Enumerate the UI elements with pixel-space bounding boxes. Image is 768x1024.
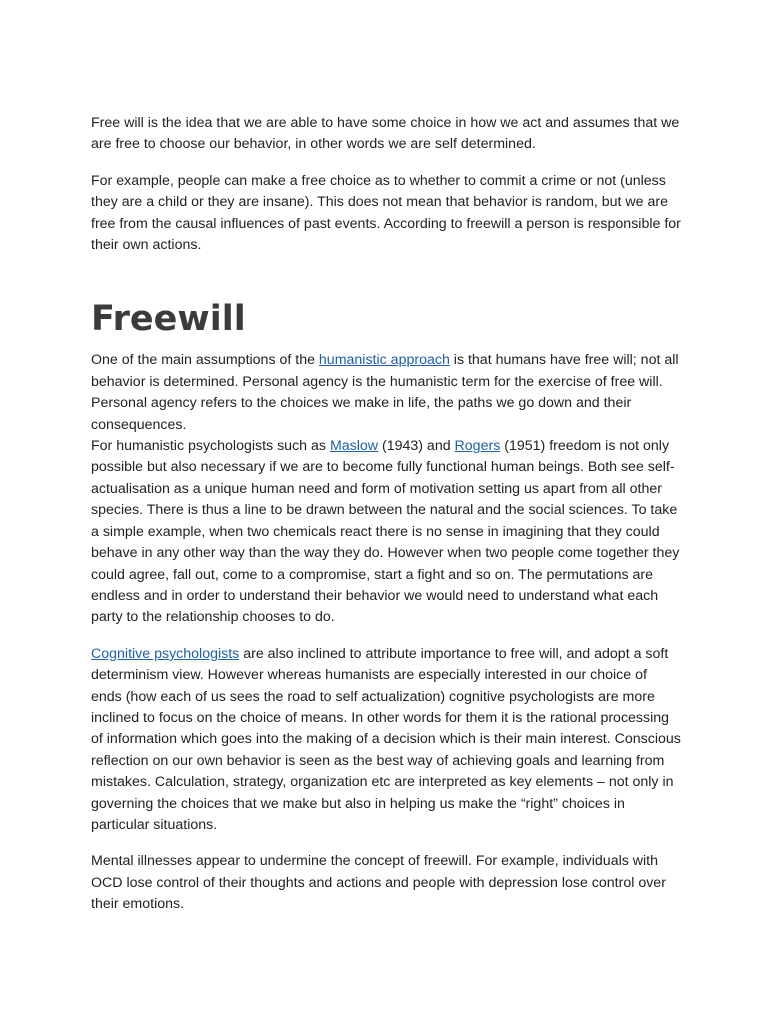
intro-paragraph-2: For example, people can make a free choice as to whether to commit a crime or not (unless they are a child or they are insane). This does not mean that behavior is random, but we are free from the causal influences of past events. According to freewill a person is responsible for their own actions. xyxy=(91,172,681,254)
document-page xyxy=(91,113,681,916)
text-run: (1943) and xyxy=(378,438,455,455)
maslow-link[interactable]: Maslow xyxy=(329,438,379,455)
text-run: One of the main assumptions of the xyxy=(91,352,319,369)
text-run: is that humans have free will; not all behavior is determined. Personal agency is the humanistic term for the exercise of free will. Personal agency refers to the choices we make in life, the paths we go down and their consequences. xyxy=(91,352,679,433)
mental-illness-paragraph: Mental illnesses appear to undermine the concept of freewill. For example, individuals with OCD lose control of their thoughts and actions and people with depression lose control over their emotions. xyxy=(91,853,666,913)
intro-paragraph-1: Free will is the idea that we are able to have some choice in how we act and assumes that we are free to choose our behavior, in other words we are self determined. xyxy=(91,115,680,153)
text-run: (1951) freedom is not only possible but also necessary if we are to become fully functional human beings. Both see self-actualisation as a unique human need and form of motivation setting us apart from all other species. There is thus a line to be drawn between the natural and the social sciences. To take a simple example, when two chemicals react there is no sense in imagining that they could behave in any other way than the way they do. However when two people come together they could agree, fall out, come to a compromise, start a fight and so on. The permutations are endless and in order to understand their behavior we would need to understand what each party to the relationship chooses to do. xyxy=(91,438,680,626)
cognitive-psychologists-link[interactable]: Cognitive psychologists xyxy=(91,645,240,662)
humanistic-approach-link[interactable]: humanistic approach xyxy=(318,352,450,369)
text-run: For humanistic psychologists such as xyxy=(91,438,330,455)
text-run: are also inclined to attribute importance to free will, and adopt a soft determinism view. However whereas humanists are especially interested in our choice of ends (how each of us sees the road to self actualization) cognitive psychologists are more inclined to focus on the choice of means. In other words for them it is the rational processing of information which goes into the making of a decision which is their main interest. Conscious reflection on our own behavior is seen as the best way of achieving goals and learning from mistakes. Calculation, strategy, organization etc are interpreted as key elements – not only in governing the choices that we make but also in helping us make the “right” choices in particular situations. xyxy=(91,645,681,833)
humanistic-paragraph xyxy=(91,350,681,628)
heading-wrapper xyxy=(91,298,681,340)
section-heading: Freewill xyxy=(91,299,246,340)
cognitive-paragraph xyxy=(91,644,681,837)
rogers-link[interactable]: Rogers xyxy=(454,438,501,455)
